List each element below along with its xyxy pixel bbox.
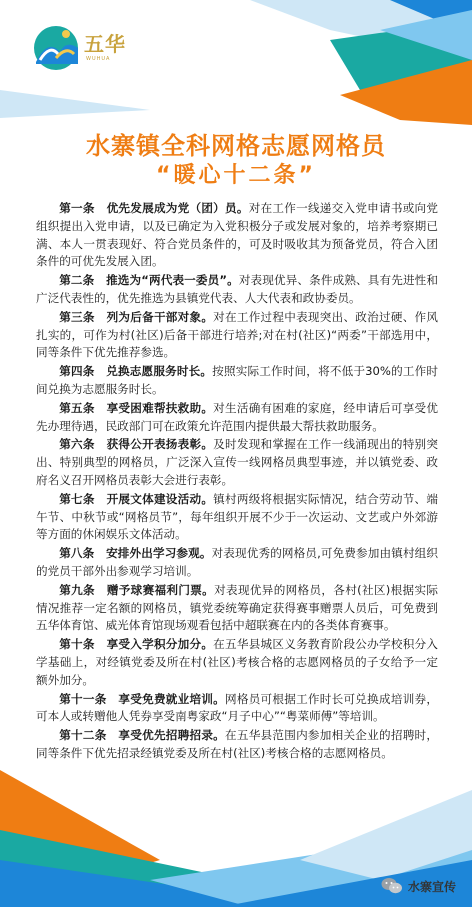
article-2	[36, 272, 438, 308]
article-6-head: 第六条 获得公开表扬表彰。	[59, 437, 214, 452]
article-8	[36, 545, 438, 581]
article-5	[36, 400, 438, 436]
article-7-body: 镇村两级将根据实际情况，结合劳动节、端午节、中秋节或“网格员节”，每年组织开展不少于一次运动、文艺或户外郊游等方面的休闲娱乐文体活动。	[36, 491, 438, 542]
article-6-body: 及时发现和掌握在工作一线涌现出的特别突出、特别典型的网格员，广泛深入宣传一线网格员典型事迹，并以镇党委、政府名义召开网格员表彰大会进行表彰。	[36, 437, 438, 487]
article-9-head: 第九条 赠予球赛福利门票。	[59, 582, 215, 597]
article-1	[36, 200, 438, 271]
article-10-head: 第十条 享受入学积分加分。	[59, 637, 214, 652]
article-11-head: 第十一条 享受免费就业培训。	[59, 691, 226, 706]
article-9	[36, 582, 438, 635]
article-12	[36, 727, 438, 763]
article-12-head: 第十二条 享受优先招聘招录。	[59, 728, 226, 743]
brand-name: 水寨宣传	[407, 879, 456, 894]
wechat-icon	[381, 877, 403, 895]
article-5-head: 第五条 享受困难帮扶救助。	[59, 400, 214, 415]
article-2-body: 对表现优异、条件成熟、具有先进性和广泛代表性的，优先推选为县镇党代表、人大代表和政协委员。	[36, 273, 438, 305]
article-3-body: 对在工作过程中表现突出、政治过硬、作风扎实的，可作为村(社区)后备干部进行培养;对在村(社区)“两委”干部选用中，同等条件下优先推荐参选。	[36, 309, 438, 360]
logo-subtext: WUHUA	[86, 56, 111, 62]
article-9-body: 对表现优异的网格员，各村(社区)根据实际情况推荐一定名额的网格员，镇党委统筹确定获得赛事赠票人员后，可免费到五华体育馆、威光体育馆现场观看包括中超联赛在内的各类体育赛事。	[36, 582, 438, 633]
page-title: 水寨镇全科网格志愿网格员	[86, 132, 386, 160]
article-1-head: 第一条 优先发展成为党（团）员。	[59, 201, 249, 215]
top-left-ribbon	[0, 90, 150, 118]
article-3-head: 第三条 列为后备干部对象。	[59, 309, 214, 324]
footer-brand	[381, 877, 456, 895]
article-2-head: 第二条 推选为“两代表一委员”。	[59, 273, 239, 288]
article-list	[36, 200, 438, 764]
article-10	[36, 636, 438, 689]
article-3	[36, 309, 438, 362]
article-7-head: 第七条 开展文体建设活动。	[59, 491, 214, 506]
article-8-body: 对表现优秀的网格员,可免费参加由镇村组织的党员干部外出参观学习培训。	[36, 546, 438, 578]
article-4-head: 第四条 兑换志愿服务时长。	[59, 364, 213, 379]
article-12-body: 在五华县范围内参加相关企业的招聘时，同等条件下优先招录经镇党委及所在村(社区)考核合格的志愿网格员。	[36, 728, 438, 760]
article-1-body: 对在工作一线递交入党申请书或向党组织提出入党申请，以及已确定为入党积极分子或发展对象的，培养考察期已满、本人一贯表现好、符合党员条件的，可及时吸收其为预备党员，符合入团条件的可优先发展入团。	[36, 201, 438, 269]
article-11	[36, 691, 438, 727]
article-7	[36, 491, 438, 544]
page-subtitle: “暖心十二条”	[156, 163, 316, 188]
article-4-body: 按照实际工作时间，将不低于30%的工作时间兑换为志愿服务时长。	[36, 364, 438, 396]
article-5-body: 对生活确有困难的家庭，经申请后可享受优先办理待遇，民政部门可在政策允许范围内提供最大帮扶救助服务。	[36, 400, 438, 433]
logo-text: 五华	[84, 32, 126, 56]
article-4	[36, 363, 438, 399]
article-6	[36, 436, 438, 489]
article-11-body: 网格员可根据工作时长可兑换成培训券，可本人或转赠他人凭券享受南粤家政“月子中心”“粤菜师傅”等培训。	[36, 691, 438, 724]
article-8-head: 第八条 安排外出学习参观。	[59, 546, 212, 561]
article-10-body: 在五华县城区义务教育阶段公办学校积分入学基础上，对经镇党委及所在村(社区)考核合格的志愿网格员的子女给予一定额外加分。	[36, 637, 438, 687]
